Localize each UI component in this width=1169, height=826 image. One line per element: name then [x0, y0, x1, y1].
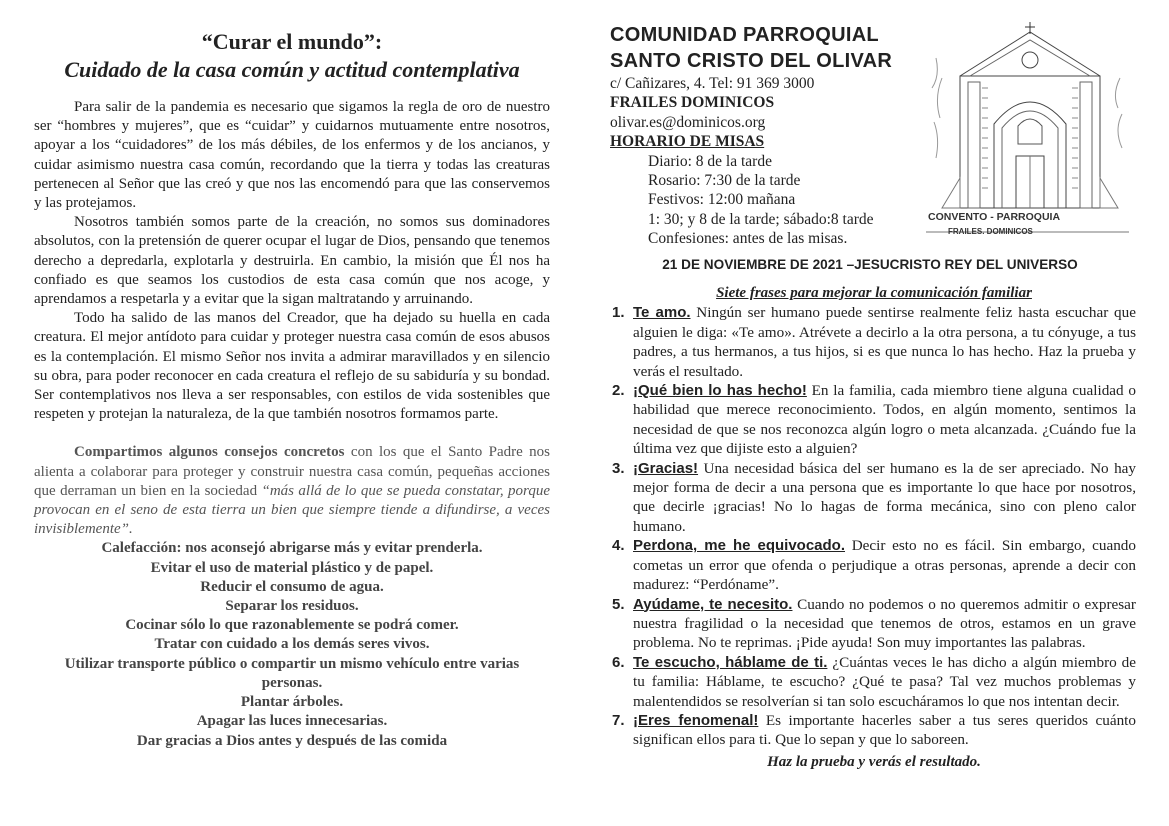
- paragraph-1: Para salir de la pandemia es necesario que sigamos la regla de oro de nuestro ser “hombres y mujeres”, que es “cuidar” y cuidarnos mutuamente entre nosotros, apoyar a los “cuidadores” de los más débiles, de los enfermos y de los ancianos, y cuidar asimismo nuestra casa común, recordando que la tierra y todas las creaturas pertenecen al Señor que las creó y que nos las encomendó para que las conservemos y las protejamos.: [34, 99, 550, 212]
- tip-item: Dar gracias a Dios antes y después de las comida: [136, 732, 448, 749]
- phrase-item: [612, 303, 1136, 381]
- tip-item: Evitar el uso de material plástico y de papel.: [150, 559, 434, 576]
- phrase-item: [612, 595, 1136, 653]
- phrase-key: Perdona, me he equivocado.: [633, 537, 846, 555]
- parish-email[interactable]: olivar.es@dominicos.org: [610, 113, 766, 131]
- phrase-key: ¡Eres fenomenal!: [633, 711, 759, 729]
- phrase-number: 7.: [612, 711, 625, 729]
- phrase-key: Te escucho, háblame de ti.: [633, 653, 828, 671]
- paragraph-3: Todo ha salido de las manos del Creador, que ha dejado su huella en cada creatura. El mejor antídoto para cuidar y proteger nuestra casa común de esos abusos es la contemplación. El mismo Señor nos invita a admirar maravillados y en silencio su obra, para poder reconocer en cada creatura el reflejo de su sabiduría y su bondad. Ser contemplativos nos lleva a ser responsables, con estilos de vida sostenibles que respeten y protejan la naturaleza, de la que también nosotros formamos parte.: [34, 310, 550, 423]
- paragraph-2: Nosotros también somos parte de la creación, no somos sus dominadores absolutos, con la pretensión de querer ocupar el lugar de Dios, pensando que tenemos derecho a depredarla, explotarla y destruirla. En cambio, la misión que Él nos ha confiado es que seamos los custodios de esta casa común que nos acoge, y aprendamos a respetarla y a evitar que la sigan maltratando y arruinando.: [34, 214, 550, 308]
- paragraph-4-lead: Compartimos algunos consejos concretos: [74, 444, 345, 461]
- phrase-number: 4.: [612, 537, 625, 555]
- phrases-closing: Haz la prueba y verás el resultado.: [767, 753, 981, 770]
- phrase-text: En la familia, cada miembro tiene alguna cualidad o habilidad que merece reconocimiento. Todos, en algún momento, sentimos la necesidad de que se nos reconozca algún logro o meta alcanzada. ¿Cuándo fue la última vez que dijiste esto a alguien?: [633, 382, 1136, 458]
- phrase-text: Una necesidad básica del ser humano es la de ser apreciado. No hay mejor forma de decir a una persona que es importante lo que hace por nosotros, que decirle ¡gracias! No lo hagas de forma mecánica, sino con pleno calor humano.: [633, 459, 1136, 535]
- phrase-text: Cuando no podemos o no queremos admitir o expresar nuestra fragilidad o la necesidad que tenemos de otros, estamos en un grave problema. No te reprimas. ¡Pide ayuda! Son muy importantes las palabras.: [633, 595, 1136, 652]
- parish-name-line1: COMUNIDAD PARROQUIAL: [610, 24, 879, 46]
- church-drawing: [922, 18, 1133, 244]
- tip-item: Separar los residuos.: [225, 598, 359, 615]
- phrase-number: 2.: [612, 382, 625, 400]
- phrase-item: [612, 381, 1136, 459]
- mass-schedule-title: HORARIO DE MISAS: [610, 133, 765, 151]
- date-heading: 21 DE NOVIEMBRE DE 2021 –JESUCRISTO REY DEL UNIVERSO: [662, 257, 1078, 272]
- article-subtitle: Cuidado de la casa común y actitud contemplativa: [64, 57, 520, 82]
- phrase-text: Es importante hacerles saber a tus seres queridos cuánto significan ellos para ti. Que lo sepan y que lo saboreen.: [633, 711, 1136, 749]
- paragraph-4-quote: “más allá de lo que se pueda constatar, porque provocan en el seno de esta tierra un bien que siempre tiende a difundirse, a veces invisiblemente”.: [34, 482, 550, 538]
- parish-header: [610, 22, 910, 249]
- tips-list: [34, 539, 550, 750]
- schedule-line: Diario: 8 de la tarde: [648, 152, 772, 170]
- schedule-line: Festivos: 12:00 mañana: [648, 191, 796, 209]
- tip-item: Calefacción: nos aconsejó abrigarse más y evitar prenderla.: [101, 540, 483, 557]
- phrase-number: 5.: [612, 595, 625, 613]
- phrase-text: Ningún ser humano puede sentirse realmente feliz hasta escuchar que alguien le diga: «Te amo». Atrévete a decirlo a la otra persona, a tu cónyuge, a tus padres, a tus hermanos, a tus hijos, si es que nunca lo has hecho. Haz la prueba y verás el resultado.: [633, 304, 1136, 380]
- phrase-item: [612, 711, 1136, 750]
- phrase-item: [612, 536, 1136, 594]
- schedule-line: Confesiones: antes de las misas.: [648, 230, 848, 248]
- tip-item: Apagar las luces innecesarias.: [196, 713, 388, 730]
- left-column: [34, 28, 550, 751]
- phrase-key: Te amo.: [633, 304, 691, 322]
- phrase-item: [612, 653, 1136, 711]
- tip-item: Plantar árboles.: [240, 694, 344, 711]
- phrase-key: Ayúdame, te necesito.: [633, 595, 793, 613]
- phrase-key: ¡Qué bien lo has hecho!: [633, 382, 807, 400]
- phrases-heading: Siete frases para mejorar la comunicación familiar: [716, 285, 1032, 301]
- drawing-caption-2: FRAILES. DOMINICOS: [948, 227, 1033, 236]
- phrase-key: ¡Gracias!: [633, 459, 699, 477]
- phrase-number: 1.: [612, 304, 625, 322]
- paragraph-4: [34, 443, 550, 539]
- tip-item: Reducir el consumo de agua.: [200, 578, 384, 595]
- tip-item: Utilizar transporte público o compartir un mismo vehículo entre varias personas.: [64, 655, 520, 691]
- phrase-text: Decir esto no es fácil. Sin embargo, cuando cometas un error que ofenda o perjudique a otras personas, aprende a decir con madurez: “Perdóname”.: [633, 537, 1136, 594]
- parish-name-line2: SANTO CRISTO DEL OLIVAR: [610, 50, 893, 72]
- phrase-item: [612, 459, 1136, 537]
- schedule-line: Rosario: 7:30 de la tarde: [648, 172, 801, 190]
- phrase-text: ¿Cuántas veces le has dicho a algún miembro de tu familia: Háblame, te escucho? ¿Qué te pasa? Tal vez muchos problemas y malentendidos se resolverían si tan solo escucháramos lo que nos intentan decir.: [633, 653, 1137, 710]
- schedule-line: 1: 30; y 8 de la tarde; sábado:8 tarde: [648, 210, 874, 228]
- frailes-label: FRAILES DOMINICOS: [610, 94, 775, 112]
- paragraph-4-text: con los que el Santo Padre nos alienta a colaborar para proteger y construir nuestra casa común, pequeñas acciones que derraman un bien en la sociedad: [34, 444, 551, 499]
- article-title: “Curar el mundo”:: [201, 29, 383, 54]
- parish-address: c/ Cañizares, 4. Tel: 91 369 3000: [610, 75, 815, 92]
- tip-item: Cocinar sólo lo que razonablemente se podrá comer.: [125, 617, 459, 634]
- tip-item: Tratar con cuidado a los demás seres vivos.: [154, 636, 430, 653]
- phrase-number: 3.: [612, 459, 625, 477]
- drawing-caption-1: CONVENTO - PARROQUIA: [928, 211, 1061, 223]
- phrase-number: 6.: [612, 653, 625, 671]
- phrases-section: [612, 284, 1136, 772]
